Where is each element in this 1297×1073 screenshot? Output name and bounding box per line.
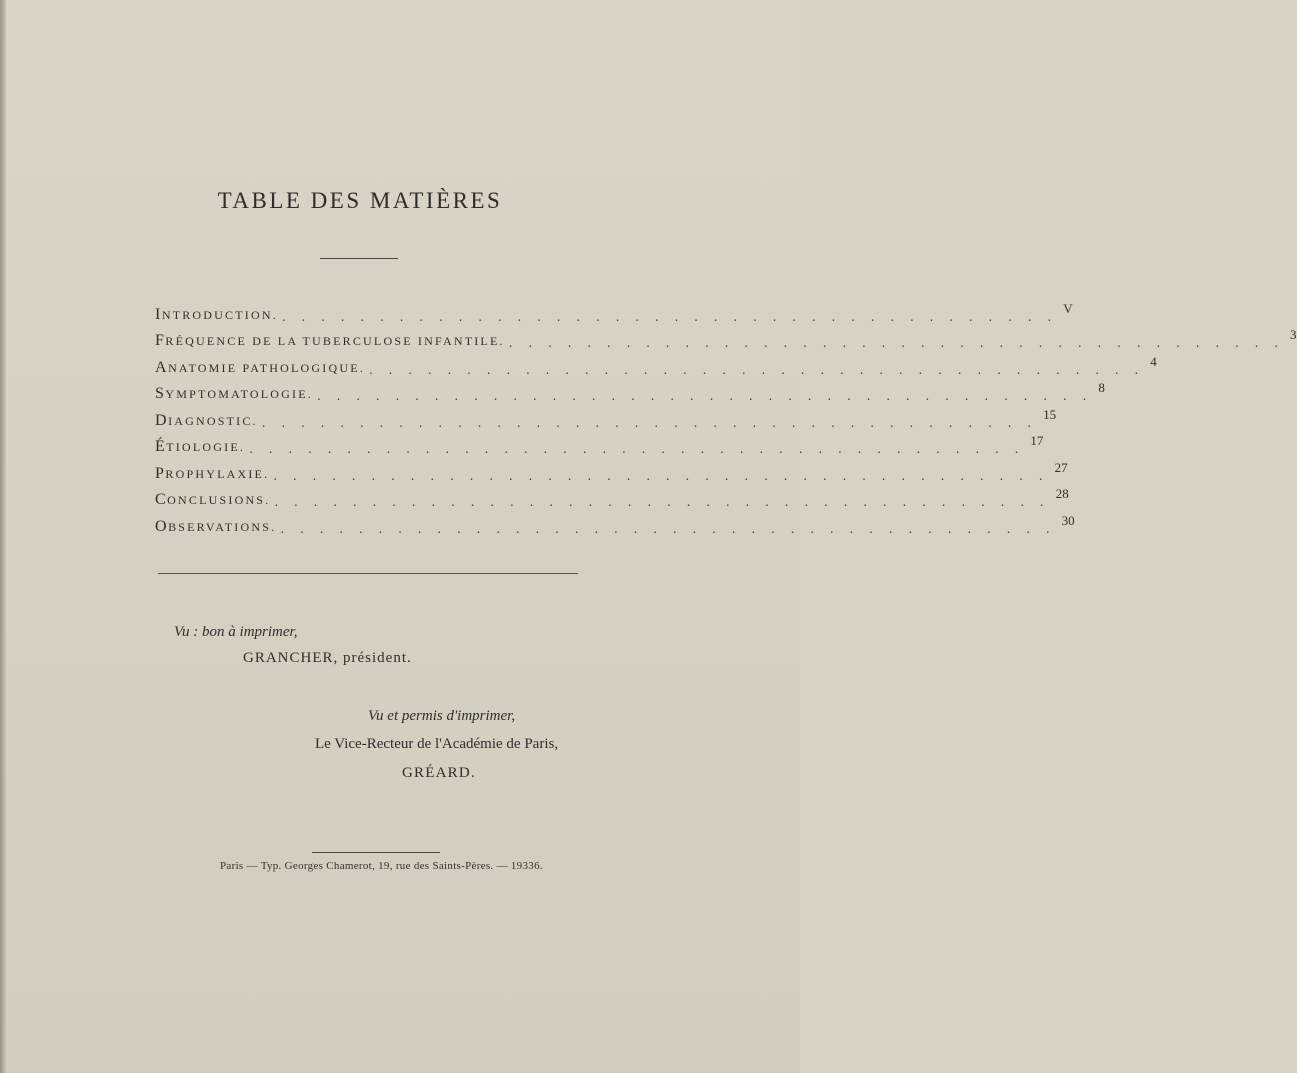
toc-entry: [155, 300, 1073, 327]
toc-entry-page: 28: [1055, 486, 1069, 501]
toc-entry: [155, 512, 1075, 539]
toc-entry-page: 8: [1098, 380, 1105, 395]
toc-leader-dots: . . . . . . . . . . . . . . . . . . . . . . . . . . . . . . . . . . . . . . . .: [368, 362, 1145, 377]
title-rule: [320, 258, 398, 259]
toc-leader-dots: . . . . . . . . . . . . . . . . . . . . . . . . . . . . . . . . . . . . . . . .: [261, 415, 1038, 430]
toc-entry-label: INTRODUCTION.: [155, 305, 278, 323]
toc-entry-label: FRÉQUENCE DE LA TUBERCULOSE INFANTILE.: [155, 332, 505, 349]
toc-leader-dots: . . . . . . . . . . . . . . . . . . . . . . . . . . . . . . . . . . . . . . . .: [280, 521, 1056, 536]
toc-leader-dots: . . . . . . . . . . . . . . . . . . . . . . . . . . . . . . . . . . . . . . . .: [274, 495, 1050, 509]
page-title: TABLE DES MATIÈRES: [217, 188, 503, 213]
permission-note: Vu et permis d'imprimer,: [368, 708, 516, 724]
toc-leader-dots: . . . . . . . . . . . . . . . . . . . . . . . . . . . . . . . . . . . . . . . .: [508, 336, 1285, 350]
approval-note: Vu : bon à imprimer,: [174, 624, 298, 640]
vice-rector-signature: GRÉARD.: [402, 765, 476, 781]
imprint-rule: [312, 852, 440, 853]
toc-entry-page: 4: [1150, 353, 1157, 369]
toc-entry-page: 27: [1054, 459, 1068, 475]
table-of-contents: [155, 300, 1297, 539]
toc-entry: [155, 327, 1297, 354]
page-binding-edge: [0, 0, 6, 1073]
toc-entry-label: OBSERVATIONS.: [155, 517, 277, 535]
toc-entry-label: DIAGNOSTIC.: [155, 411, 258, 429]
toc-entry-page: V: [1063, 300, 1073, 316]
toc-entry-label: PROPHYLAXIE.: [155, 464, 270, 482]
toc-leader-dots: . . . . . . . . . . . . . . . . . . . . . . . . . . . . . . . . . . . . . . . .: [249, 442, 1025, 456]
toc-entry-label: CONCLUSIONS.: [155, 491, 271, 508]
toc-leader-dots: . . . . . . . . . . . . . . . . . . . . . . . . . . . . . . . . . . . . . . . .: [316, 389, 1093, 403]
toc-leader-dots: . . . . . . . . . . . . . . . . . . . . . . . . . . . . . . . . . . . . . . . .: [281, 309, 1058, 324]
toc-leader-dots: . . . . . . . . . . . . . . . . . . . . . . . . . . . . . . . . . . . . . . . .: [273, 468, 1049, 483]
section-divider: [158, 573, 578, 574]
toc-entry: [155, 406, 1057, 433]
toc-entry: [155, 433, 1044, 460]
vice-rector-title: Le Vice-Recteur de l'Académie de Paris,: [315, 736, 559, 752]
toc-entry-page: 17: [1030, 433, 1044, 448]
toc-entry: [155, 380, 1105, 407]
toc-entry: [155, 459, 1068, 486]
toc-entry-label: ÉTIOLOGIE.: [155, 438, 246, 455]
toc-entry-page: 15: [1043, 406, 1057, 422]
toc-entry-page: 30: [1061, 512, 1075, 528]
toc-entry-page: 3: [1290, 327, 1297, 342]
toc-entry-label: ANATOMIE PATHOLOGIQUE.: [155, 358, 365, 376]
toc-entry: [155, 486, 1069, 513]
toc-entry: [155, 353, 1157, 380]
president-signature: GRANCHER, président.: [243, 650, 412, 666]
toc-entry-label: SYMPTOMATOLOGIE.: [155, 385, 313, 402]
printer-imprint: Paris — Typ. Georges Chamerot, 19, rue des Saints-Pères. — 19336.: [220, 860, 543, 872]
